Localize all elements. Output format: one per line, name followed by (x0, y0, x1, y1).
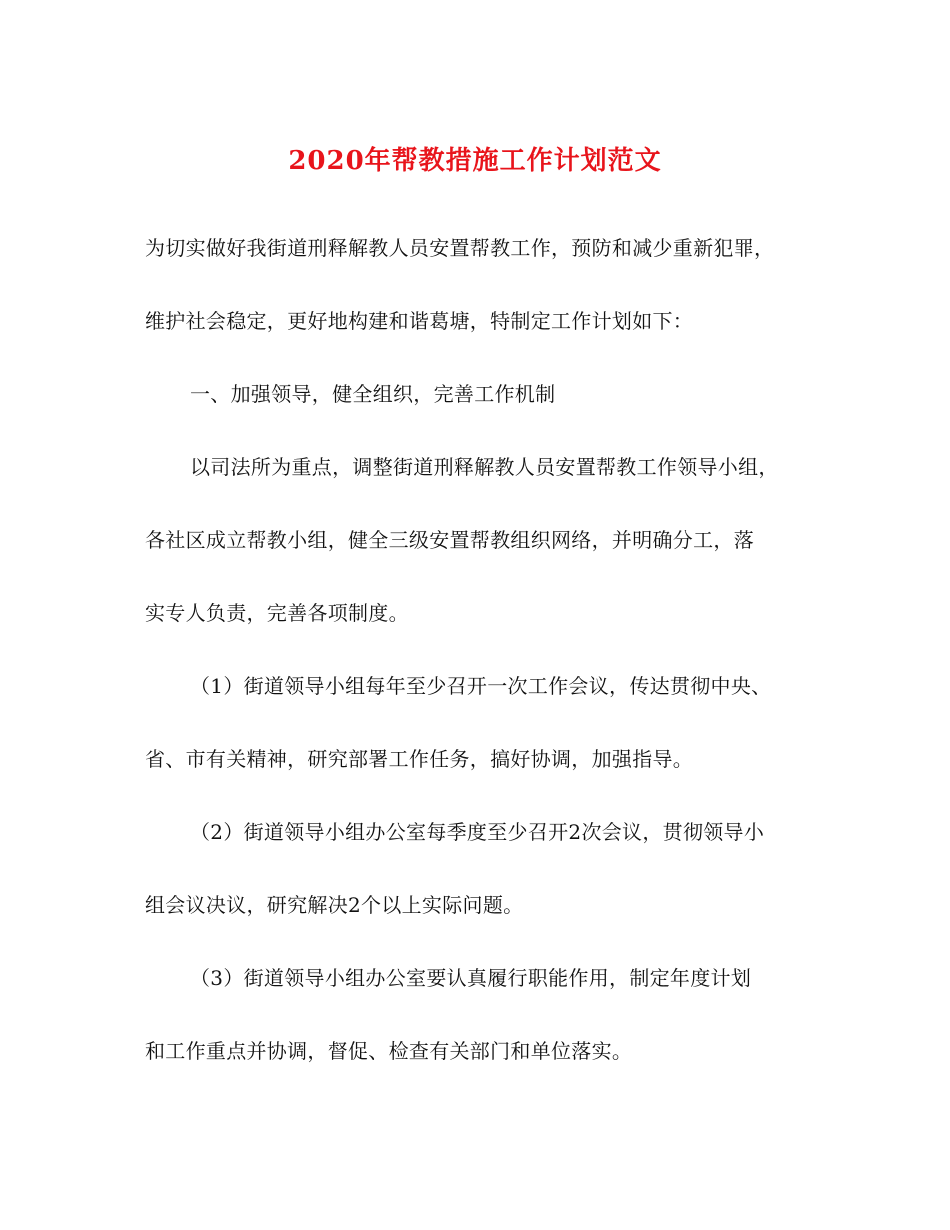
paragraph-line-4: 以司法所为重点，调整街道刑释解教人员安置帮教工作领导小组， (190, 455, 779, 479)
list-item-2-line-2: 组会议决议，研究解决2个以上实际问题。 (145, 893, 524, 917)
paragraph-line-6: 实专人负责，完善各项制度。 (145, 601, 409, 625)
paragraph-line-5: 各社区成立帮教小组，健全三级安置帮教组织网络，并明确分工，落 (145, 528, 754, 552)
section-heading-1: 一、加强领导，健全组织，完善工作机制 (190, 382, 556, 406)
list-item-2-line-1: （2）街道领导小组办公室每季度至少召开2次会议，贯彻领导小 (190, 820, 765, 844)
list-item-1-line-2: 省、市有关精神，研究部署工作任务，搞好协调，加强指导。 (145, 747, 694, 771)
list-item-3-line-1: （3）街道领导小组办公室要认真履行职能作用，制定年度计划 (190, 966, 752, 990)
document-title: 2020年帮教措施工作计划范文 (288, 146, 662, 176)
list-item-3-line-2: 和工作重点并协调，督促、检查有关部门和单位落实。 (145, 1039, 633, 1063)
list-item-1-line-1: （1）街道领导小组每年至少召开一次工作会议，传达贯彻中央、 (190, 674, 772, 698)
paragraph-line-1: 为切实做好我街道刑释解教人员安置帮教工作，预防和减少重新犯罪， (145, 236, 775, 260)
paragraph-line-2: 维护社会稳定，更好地构建和谐葛塘，特制定工作计划如下： (145, 309, 694, 333)
